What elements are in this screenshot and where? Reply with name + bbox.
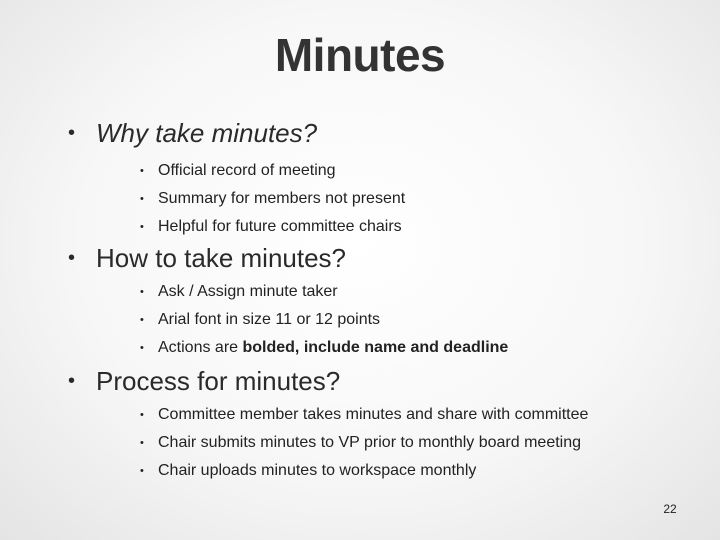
bullet-icon: • [140,221,144,233]
page-number: 22 [663,502,677,516]
bullet-icon: • [140,165,144,177]
bullet-icon: • [140,193,144,205]
bullet-icon: • [140,342,144,354]
bullet-icon: • [68,247,76,269]
bullet-icon: • [140,286,144,298]
bullet-icon: • [68,370,76,392]
bullet-icon: • [140,409,144,421]
slide: Minutes • Why take minutes? • Official record of meeting • Summary for members not present • Helpful for future committee chairs • How to take minutes? • Ask / Assign minute taker • Arial font in size 11 or 12 points • Actions are bolded, include name and deadline • Process for minutes? • Committee member takes minutes and share with committee • Chair submits minutes to VP prior to monthly board meeting • Chair uploads minutes to workspace monthly 22 [0,0,720,540]
bold-emphasis: bolded, include name and deadline [242,339,509,356]
bullet-icon: • [140,314,144,326]
bullet-icon: • [68,122,76,144]
bullet-icon: • [140,465,144,477]
slide-title: Minutes [274,29,446,81]
bullet-icon: • [140,437,144,449]
